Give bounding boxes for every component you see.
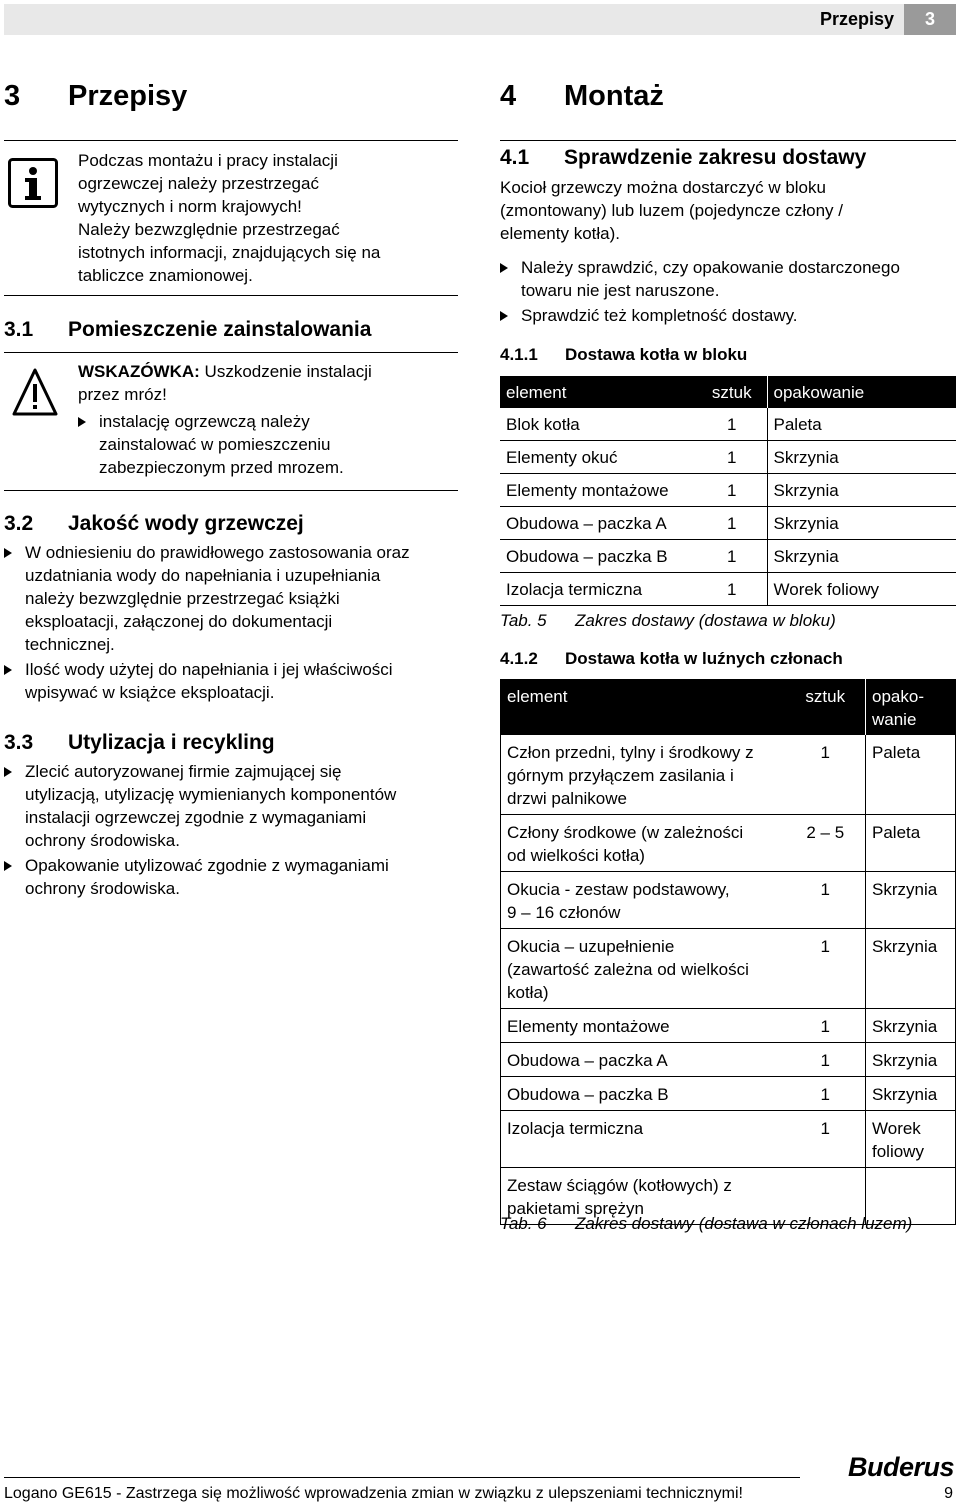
table-row — [500, 408, 956, 441]
table-row — [501, 1009, 956, 1043]
bullet-line: zabezpieczonym przed mrozem. — [99, 458, 344, 477]
cell-packaging: Skrzynia — [767, 474, 956, 507]
cell-quantity: 1 — [695, 408, 767, 441]
chapter-3-heading — [4, 80, 187, 113]
bullet-line: Zlecić autoryzowanej firmie zajmującej się — [25, 762, 342, 781]
bullet-line: zainstalować w pomieszczeniu — [99, 435, 331, 454]
bullet-line: towaru nie jest naruszone. — [521, 281, 720, 300]
cell-element: Elementy okuć — [500, 441, 695, 474]
warning-label: WSKAZÓWKA: — [78, 362, 200, 381]
cell-packaging: Skrzynia — [866, 1077, 956, 1111]
info-line: Należy bezwzględnie przestrzegać — [78, 220, 340, 239]
cell-element: Człon przedni, tylny i środkowy z górnym przyłączem zasilania i drzwi palnikowe — [501, 735, 784, 815]
cell-element: Blok kotła — [500, 408, 695, 441]
divider — [500, 140, 956, 141]
header-title: Przepisy — [819, 9, 894, 29]
table-row — [500, 507, 956, 540]
column-header: opako- wanie — [866, 680, 956, 736]
section-number: 3.3 — [4, 731, 34, 754]
bullet-line: utylizacją, utylizację wymienianych komponentów — [25, 785, 397, 804]
cell-quantity: 1 — [784, 735, 866, 815]
cell-packaging: Skrzynia — [767, 540, 956, 573]
cell-quantity: 1 — [695, 441, 767, 474]
divider — [4, 490, 458, 491]
info-icon — [8, 158, 58, 213]
section-4-1-2-heading — [500, 649, 843, 669]
table-row — [501, 1077, 956, 1111]
section-title: Dostawa kotła w bloku — [565, 345, 748, 364]
list-item — [4, 760, 460, 852]
chapter-title: Montaż — [564, 80, 664, 112]
cell-quantity: 1 — [784, 872, 866, 929]
info-line: Podczas montażu i pracy instalacji — [78, 151, 338, 170]
bullet-line: należy bezwzględnie przestrzegać książki — [25, 589, 340, 608]
bullet-line: W odniesieniu do prawidłowego zastosowania oraz — [25, 543, 410, 562]
list-item — [4, 658, 460, 704]
table-delivery-loose — [500, 679, 956, 1225]
table-row — [500, 573, 956, 606]
cell-quantity: 2 – 5 — [784, 815, 866, 872]
cell-packaging: Worek foliowy — [866, 1111, 956, 1168]
section-3-3-bullets — [4, 760, 460, 902]
bullet-line: instalacji ogrzewczej zgodnie z wymaganiami — [25, 808, 367, 827]
table-6-caption — [500, 1214, 912, 1234]
warning-text: przez mróz! — [78, 385, 167, 404]
section-title: Jakość wody grzewczej — [68, 512, 304, 535]
section-4-1-1-heading — [500, 345, 747, 365]
section-number: 3.2 — [4, 512, 34, 535]
caption-text: Zakres dostawy (dostawa w członach luzem) — [575, 1214, 913, 1233]
table-row — [500, 540, 956, 573]
cell-element: Elementy montażowe — [501, 1009, 784, 1043]
cell-element: Obudowa – paczka A — [500, 507, 695, 540]
chapter-4-heading — [500, 80, 664, 113]
list-item — [500, 256, 956, 302]
table-row — [501, 1111, 956, 1168]
cell-element: Obudowa – paczka A — [501, 1043, 784, 1077]
cell-quantity: 1 — [695, 474, 767, 507]
page-header — [4, 4, 956, 35]
buderus-logo: Buderus — [847, 1452, 954, 1482]
cell-packaging: Skrzynia — [767, 441, 956, 474]
table-row — [501, 929, 956, 1009]
section-title: Utylizacja i recykling — [68, 731, 275, 754]
info-note — [78, 149, 458, 287]
caption-label: Tab. 6 — [500, 1214, 547, 1233]
section-3-2-heading — [4, 512, 304, 536]
section-3-3-heading — [4, 731, 275, 755]
cell-quantity: 1 — [695, 573, 767, 606]
divider — [4, 140, 458, 141]
cell-element: Okucia – uzupełnienie (zawartość zależna od wielkości kotła) — [501, 929, 784, 1009]
column-header: element — [500, 376, 695, 408]
chapter-number: 3 — [4, 80, 21, 112]
list-item — [4, 854, 460, 900]
bullet-line: Należy sprawdzić, czy opakowanie dostarczonego — [521, 258, 900, 277]
cell-quantity: 1 — [784, 1111, 866, 1168]
cell-packaging: Skrzynia — [866, 1009, 956, 1043]
list-item — [4, 541, 460, 656]
section-3-2-bullets — [4, 541, 460, 706]
cell-quantity: 1 — [695, 540, 767, 573]
table-header-row — [501, 680, 956, 736]
column-header: sztuk — [695, 376, 767, 408]
cell-element: Elementy montażowe — [500, 474, 695, 507]
table-row — [501, 872, 956, 929]
table-header-row — [500, 376, 956, 408]
cell-packaging: Paleta — [767, 408, 956, 441]
bullet-line: technicznej. — [25, 635, 115, 654]
table-row — [501, 815, 956, 872]
section-number: 4.1.2 — [500, 649, 538, 668]
cell-element: Człony środkowe (w zależności od wielkości kotła) — [501, 815, 784, 872]
table-row — [501, 1043, 956, 1077]
table-5-caption — [500, 611, 836, 631]
section-number: 3.1 — [4, 318, 34, 341]
text-line: elementy kotła). — [500, 224, 620, 243]
cell-packaging: Skrzynia — [866, 872, 956, 929]
section-title: Pomieszczenie zainstalowania — [68, 318, 372, 341]
warning-bullets — [78, 410, 458, 479]
bullet-line: uzdatniania wody do napełniania i uzupełniania — [25, 566, 381, 585]
warning-line — [78, 360, 458, 383]
cell-packaging: Paleta — [866, 735, 956, 815]
cell-quantity: 1 — [784, 1077, 866, 1111]
info-line: istotnych informacji, znajdujących się na — [78, 243, 381, 262]
caption-text: Zakres dostawy (dostawa w bloku) — [575, 611, 836, 630]
table-row — [500, 474, 956, 507]
section-number: 4.1 — [500, 146, 530, 169]
section-title: Dostawa kotła w luźnych członach — [565, 649, 843, 668]
list-item — [78, 410, 458, 479]
table-delivery-block — [500, 376, 956, 606]
footer-divider — [4, 1477, 800, 1478]
cell-element: Okucia - zestaw podstawowy, 9 – 16 członów — [501, 872, 784, 929]
page-number: 9 — [944, 1485, 953, 1502]
section-4-1-heading — [500, 146, 866, 170]
warning-icon — [10, 364, 60, 427]
info-line: ogrzewczej należy przestrzegać — [78, 174, 319, 193]
text-line: Kocioł grzewczy można dostarczyć w bloku — [500, 178, 826, 197]
cell-quantity: 1 — [784, 929, 866, 1009]
cell-element: Izolacja termiczna — [501, 1111, 784, 1168]
column-header: element — [501, 680, 784, 736]
section-4-1-text — [500, 176, 956, 245]
text-line: (zmontowany) lub luzem (pojedyncze człony / — [500, 201, 843, 220]
section-number: 4.1.1 — [500, 345, 538, 364]
cell-quantity: 1 — [695, 507, 767, 540]
info-line: wytycznych i norm krajowych! — [78, 197, 302, 216]
bullet-line: eksploatacji, załączonej do dokumentacji — [25, 612, 333, 631]
divider — [4, 295, 458, 296]
cell-element: Zestaw ściągów (kotłowych) z pakietami sprężyn — [501, 1168, 784, 1225]
table-row — [500, 441, 956, 474]
column-header: opakowanie — [767, 376, 956, 408]
chapter-number: 4 — [500, 80, 517, 112]
chapter-title: Przepisy — [68, 80, 188, 112]
table-row — [501, 735, 956, 815]
divider — [4, 352, 458, 353]
cell-packaging: Skrzynia — [767, 507, 956, 540]
cell-packaging: Worek foliowy — [767, 573, 956, 606]
bullet-line: Ilość wody użytej do napełniania i jej właściwości — [25, 660, 393, 679]
list-item — [500, 304, 956, 327]
footer-text: Logano GE615 - Zastrzega się możliwość wprowadzenia zmian w związku z ulepszeniami technicznymi! — [4, 1485, 743, 1502]
cell-quantity: 1 — [784, 1009, 866, 1043]
cell-element: Obudowa – paczka B — [500, 540, 695, 573]
cell-packaging: Paleta — [866, 815, 956, 872]
warning-note — [78, 360, 458, 481]
section-title: Sprawdzenie zakresu dostawy — [564, 146, 867, 169]
bullet-line: ochrony środowiska. — [25, 831, 180, 850]
header-chapter-number: 3 — [904, 4, 956, 35]
column-header: sztuk — [784, 680, 866, 736]
cell-element: Obudowa – paczka B — [501, 1077, 784, 1111]
section-3-1-heading — [4, 318, 371, 342]
info-line: tabliczce znamionowej. — [78, 266, 253, 285]
bullet-line: Sprawdzić też kompletność dostawy. — [521, 306, 798, 325]
bullet-line: Opakowanie utylizować zgodnie z wymaganiami — [25, 856, 389, 875]
cell-element: Izolacja termiczna — [500, 573, 695, 606]
cell-packaging: Skrzynia — [866, 929, 956, 1009]
bullet-line: instalację ogrzewczą należy — [99, 412, 310, 431]
cell-packaging: Skrzynia — [866, 1043, 956, 1077]
cell-quantity: 1 — [784, 1043, 866, 1077]
bullet-line: ochrony środowiska. — [25, 879, 180, 898]
caption-label: Tab. 5 — [500, 611, 547, 630]
warning-text: Uszkodzenie instalacji — [199, 362, 372, 381]
bullet-line: wpisywać w książce eksploatacji. — [25, 683, 275, 702]
section-4-1-bullets — [500, 256, 956, 329]
